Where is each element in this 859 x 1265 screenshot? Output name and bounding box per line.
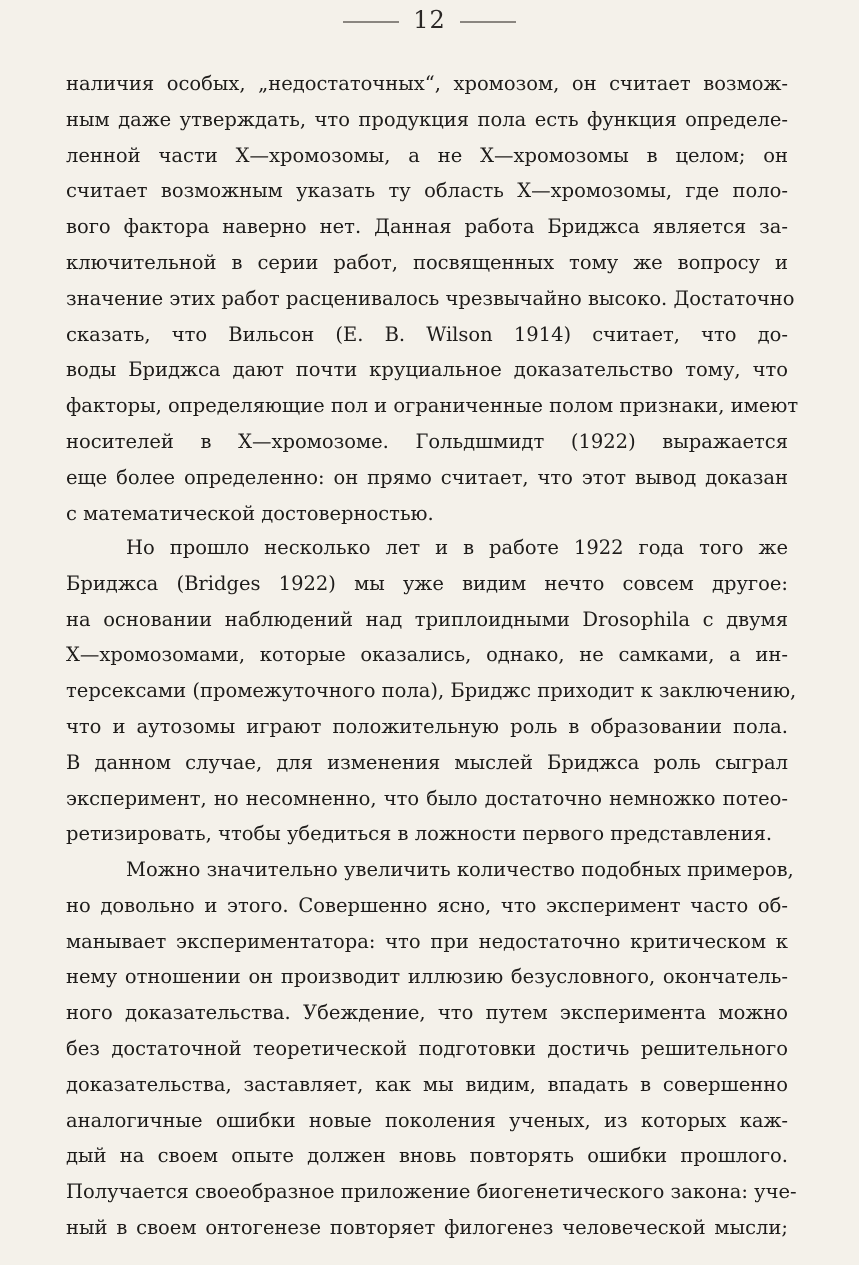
text-line: терсексами (промежуточного пола), Бриджс приходит к заключению, bbox=[66, 679, 797, 703]
text-line: Но прошло несколько лет и в работе 1922 года того же bbox=[126, 536, 788, 559]
text-line: X—хромозомами, которые оказались, однако, не самками, а ин- bbox=[66, 643, 788, 667]
text-line: еще более определенно: он прямо считает, что этот вывод доказан bbox=[66, 465, 788, 489]
text-line: на основании наблюдений над триплоидными Drosophila с двумя bbox=[66, 607, 788, 631]
text-line: факторы, определяющие пол и ограниченные полом признаки, имеют bbox=[66, 394, 799, 418]
text-line: аналогичные ошибки новые поколения ученых, из которых каж- bbox=[66, 1108, 788, 1132]
text-line: ный в своем онтогенезе повторяет филогенез человеческой мысли; bbox=[66, 1215, 788, 1239]
paragraph-1 bbox=[66, 66, 799, 531]
page-header bbox=[0, 6, 859, 34]
text-line: сказать, что Вильсон (E. B. Wilson 1914) считает, что до- bbox=[66, 322, 788, 346]
text-line: наличия особых, „недостаточных“, хромозом, он считает возмож- bbox=[66, 72, 788, 95]
text-line: дый на своем опыте должен вновь повторять ошибки прошлого. bbox=[66, 1144, 788, 1168]
text-line: манывает экспериментатора: что при недостаточно критическом к bbox=[66, 929, 788, 953]
page-number: 12 bbox=[413, 6, 446, 34]
text-line: ретизировать, чтобы убедиться в ложности первого представления. bbox=[66, 822, 773, 846]
text-line: вого фактора наверно нет. Данная работа Бриджса является за- bbox=[66, 215, 788, 239]
text-line: без достаточной теоретической подготовки достичь решительного bbox=[66, 1036, 788, 1060]
text-line: Бриджса (Bridges 1922) мы уже видим нечто совсем другое: bbox=[66, 571, 788, 595]
text-line: ленной части X—хромозомы, а не X—хромозомы в целом; он bbox=[66, 143, 788, 167]
text-line: ключительной в серии работ, посвященных тому же вопросу и bbox=[66, 250, 788, 274]
text-line: доказательства, заставляет, как мы видим, впадать в совершенно bbox=[66, 1072, 788, 1096]
text-line: носителей в X—хромозоме. Гольдшмидт (1922) выражается bbox=[66, 429, 788, 453]
paragraph-3 bbox=[66, 852, 797, 1246]
paragraph-2 bbox=[66, 530, 797, 852]
text-line: воды Бриджса дают почти круциальное доказательство тому, что bbox=[66, 358, 788, 382]
text-line: но довольно и этого. Совершенно ясно, что эксперимент часто об- bbox=[66, 893, 788, 917]
text-line: считает возможным указать ту область X—хромозомы, где поло- bbox=[66, 179, 788, 203]
header-rule-right bbox=[460, 21, 516, 23]
text-line: нему отношении он производит иллюзию безусловного, окончатель- bbox=[66, 965, 788, 989]
text-line: Получается своеобразное приложение биогенетического закона: уче- bbox=[66, 1180, 797, 1204]
text-line: В данном случае, для изменения мыслей Бриджса роль сыграл bbox=[66, 750, 788, 774]
text-line: значение этих работ расценивалось чрезвычайно высоко. Достаточно bbox=[66, 286, 795, 310]
text-line: ного доказательства. Убеждение, что путем эксперимента можно bbox=[66, 1001, 788, 1025]
text-line: Можно значительно увеличить количество подобных примеров, bbox=[126, 858, 794, 881]
text-line: ным даже утверждать, что продукция пола есть функция определе- bbox=[66, 107, 788, 131]
text-line: что и аутозомы играют положительную роль в образовании пола. bbox=[66, 714, 788, 738]
text-line: эксперимент, но несомненно, что было достаточно немножко потео- bbox=[66, 786, 788, 810]
header-rule-left bbox=[343, 21, 399, 23]
text-line: с математической достоверностью. bbox=[66, 501, 434, 525]
